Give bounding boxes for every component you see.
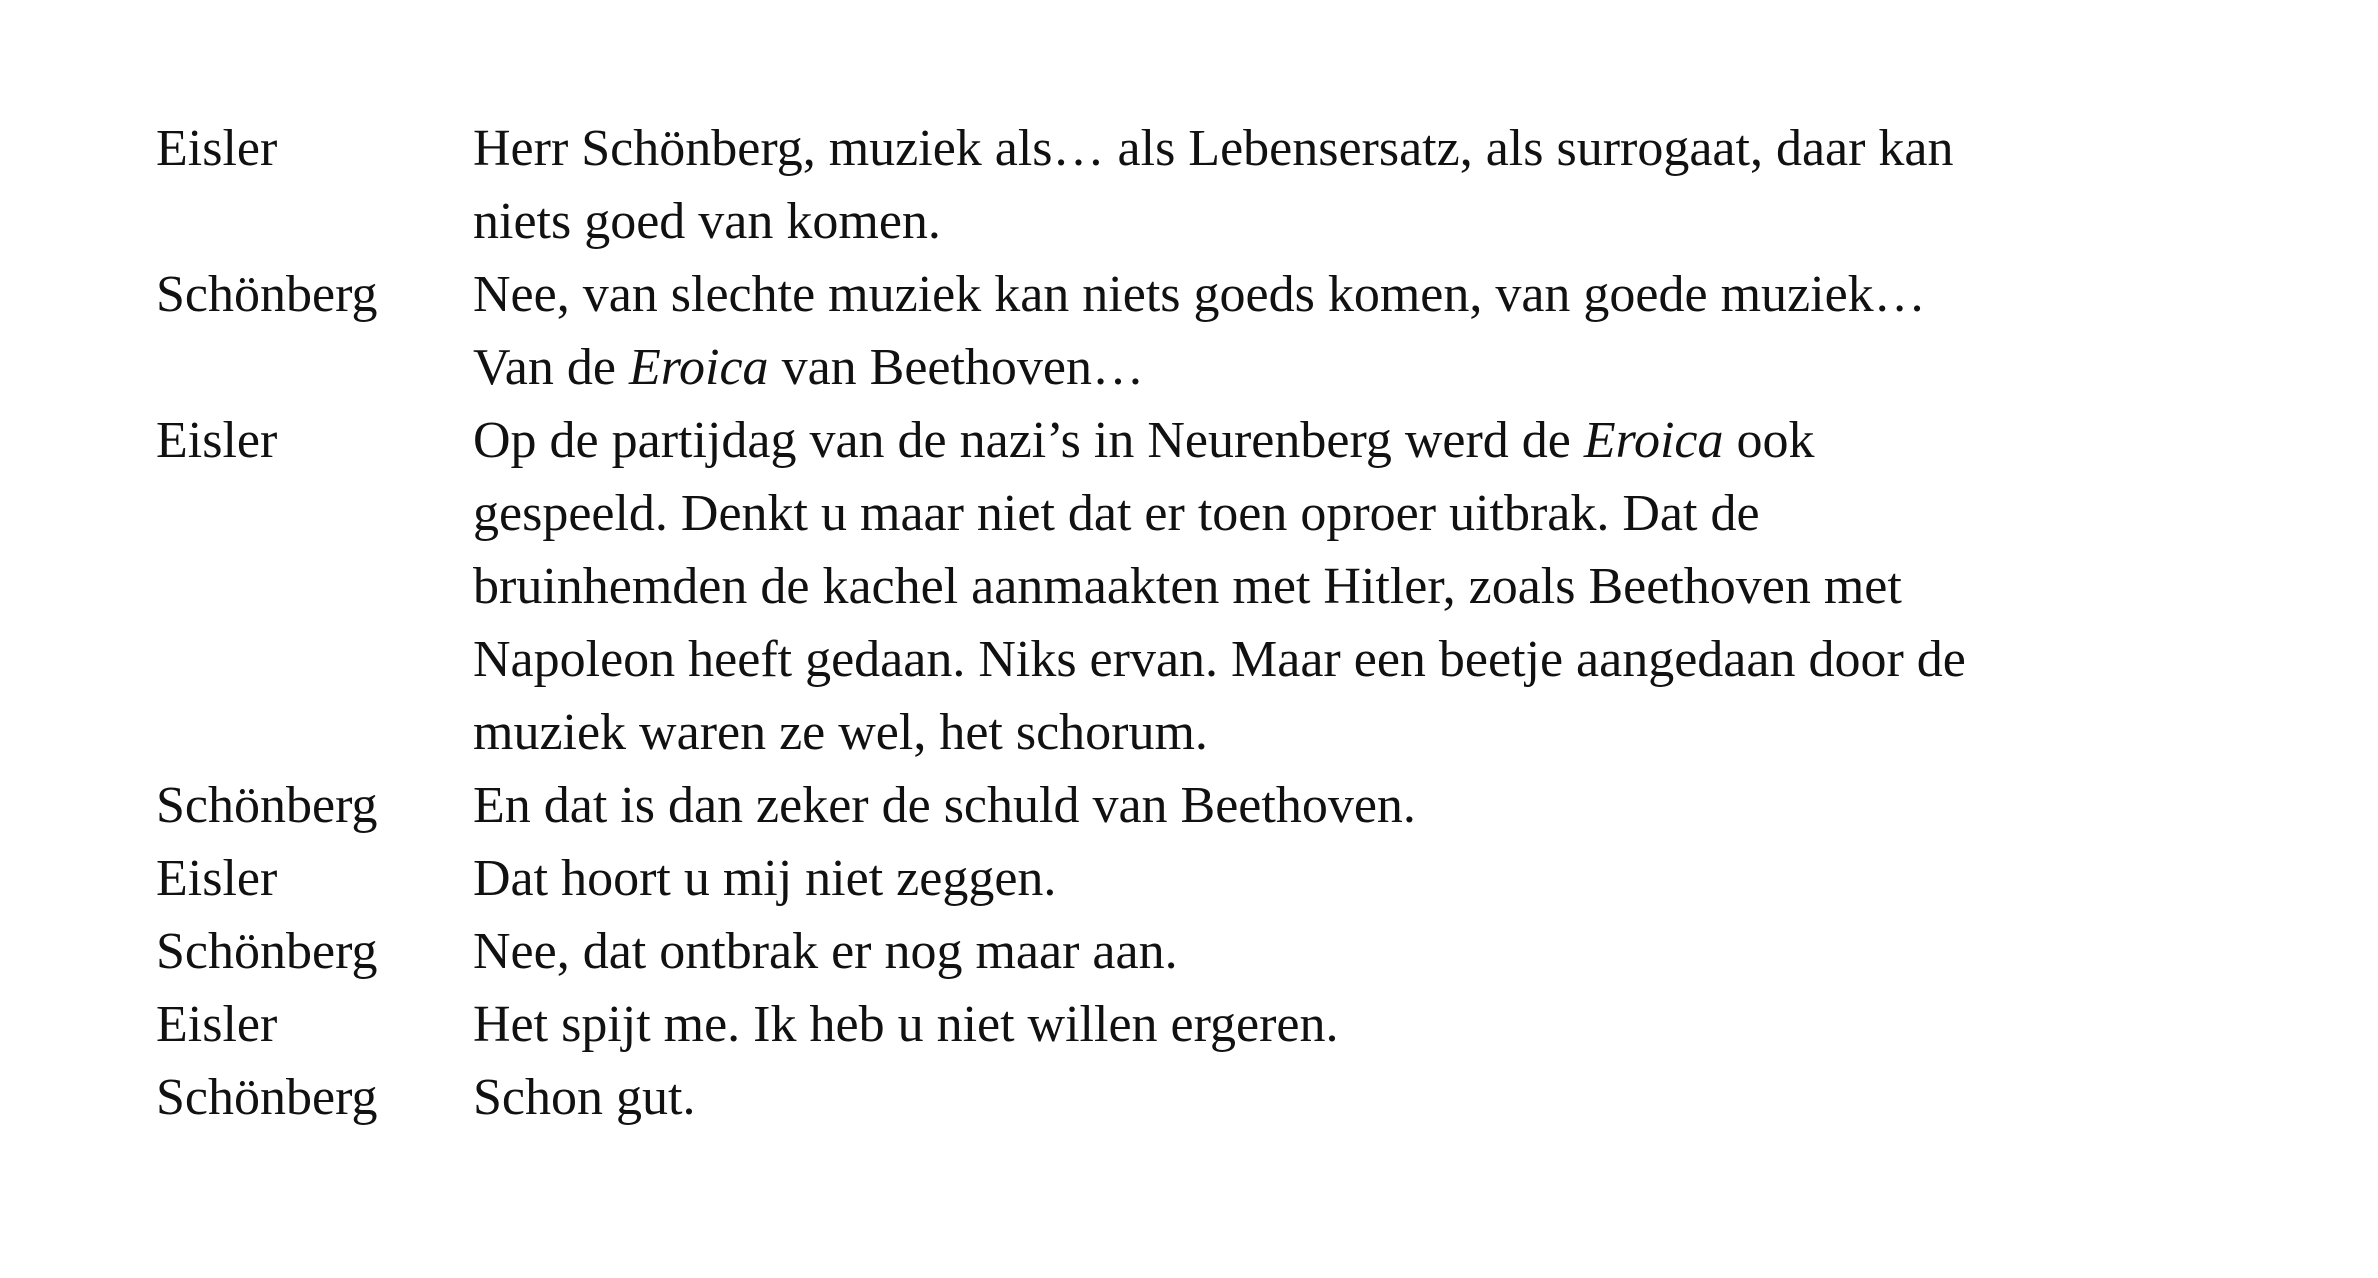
dialogue-turn bbox=[156, 258, 2256, 404]
line-text: ook bbox=[1723, 412, 1815, 469]
line-text: Napoleon heeft gedaan. Niks ervan. Maar een beetje aangedaan door de bbox=[473, 631, 1966, 688]
line-text: Nee, van slechte muziek kan niets goeds komen, van goede muziek… bbox=[473, 266, 1926, 323]
line-text: van Beethoven… bbox=[768, 339, 1145, 396]
line-text: niets goed van komen. bbox=[473, 193, 941, 250]
line-text: Dat hoort u mij niet zeggen. bbox=[473, 850, 1057, 907]
speaker-name: Schönberg bbox=[156, 266, 378, 323]
dialogue bbox=[156, 112, 2256, 1134]
dialogue-turn bbox=[156, 915, 2256, 988]
dialogue-turn bbox=[156, 988, 2256, 1061]
spoken-line bbox=[473, 404, 2373, 769]
line-text: Herr Schönberg, muziek als… als Lebensersatz, als surrogaat, daar kan bbox=[473, 120, 1954, 177]
dialogue-turn bbox=[156, 1061, 2256, 1134]
spoken-line bbox=[473, 112, 2373, 258]
dialogue-turn bbox=[156, 842, 2256, 915]
line-text: Op de partijdag van de nazi’s in Neurenberg werd de bbox=[473, 412, 1584, 469]
dialogue-turn bbox=[156, 112, 2256, 258]
spoken-line bbox=[473, 988, 2373, 1061]
line-text: Van de bbox=[473, 339, 629, 396]
line-text: Nee, dat ontbrak er nog maar aan. bbox=[473, 923, 1178, 980]
speaker-name: Eisler bbox=[156, 996, 278, 1053]
line-text: muziek waren ze wel, het schorum. bbox=[473, 704, 1208, 761]
line-text: En dat is dan zeker de schuld van Beethoven. bbox=[473, 777, 1416, 834]
spoken-line bbox=[473, 1061, 2373, 1134]
speaker-name: Schönberg bbox=[156, 777, 378, 834]
spoken-line bbox=[473, 915, 2373, 988]
line-text: Schon gut. bbox=[473, 1069, 696, 1126]
spoken-line bbox=[473, 842, 2373, 915]
speaker-name: Schönberg bbox=[156, 1069, 378, 1126]
dialogue-turn bbox=[156, 769, 2256, 842]
speaker-name: Schönberg bbox=[156, 923, 378, 980]
work-title: Eroica bbox=[628, 339, 769, 396]
line-text: Het spijt me. Ik heb u niet willen ergeren. bbox=[473, 996, 1339, 1053]
line-text: bruinhemden de kachel aanmaakten met Hitler, zoals Beethoven met bbox=[473, 558, 1902, 615]
spoken-line bbox=[473, 769, 2373, 842]
work-title: Eroica bbox=[1583, 412, 1724, 469]
spoken-line bbox=[473, 258, 2373, 404]
dialogue-turn bbox=[156, 404, 2256, 769]
speaker-name: Eisler bbox=[156, 120, 278, 177]
line-text: gespeeld. Denkt u maar niet dat er toen oproer uitbrak. Dat de bbox=[473, 485, 1760, 542]
speaker-name: Eisler bbox=[156, 850, 278, 907]
speaker-name: Eisler bbox=[156, 412, 278, 469]
